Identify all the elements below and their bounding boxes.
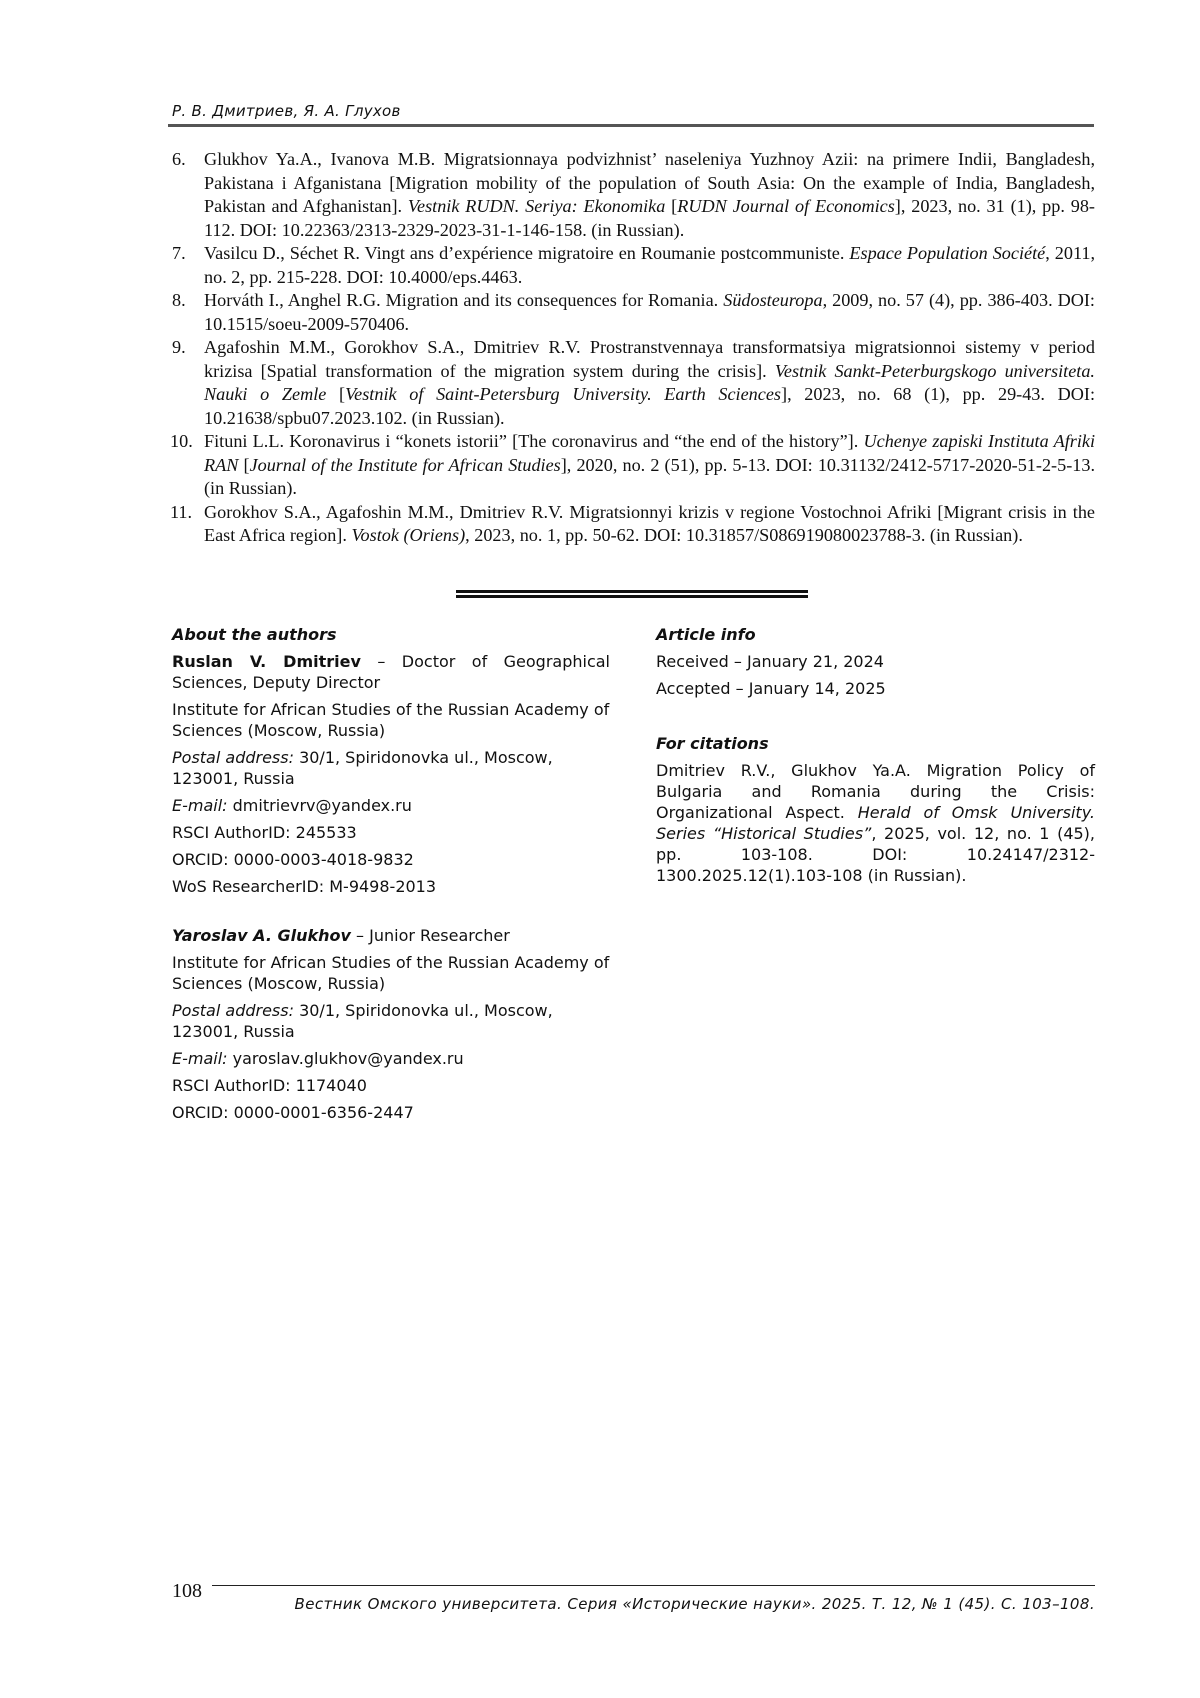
author2-email-label: E-mail: (172, 1049, 228, 1068)
reference-number: 7. (172, 243, 186, 263)
reference-number: 6. (172, 149, 186, 169)
reference-item (172, 336, 1095, 430)
author2-postal-value: 30/1, Spiridonovka ul., Moscow, 123001, Russia (172, 1001, 553, 1041)
author2-heading (172, 925, 610, 946)
author1-email-value: dmitrievrv@yandex.ru (227, 796, 412, 815)
reference-list (172, 148, 1095, 548)
accepted-date: Accepted – January 14, 2025 (656, 679, 886, 698)
author2-postal (172, 1000, 610, 1042)
reference-text: , 2023, no. 1, pp. 50-62. DOI: 10.31857/S086919080023788-3. (in Russian). (465, 525, 1023, 545)
reference-source: Vostok (Oriens) (351, 525, 466, 545)
section-divider (456, 590, 808, 599)
reference-item (172, 242, 1095, 289)
citation-post: , 2025, vol. 12, no. 1 (45), pp. 103-108. DOI: 10.24147/2312-1300.2025.12(1).103-108 (in Russian). (656, 824, 1096, 885)
reference-text: ], 2020, no. 2 (51), pp. 5-13. DOI: 10.31132/2412-5717-2020-51-2-5-13. (in Russian). (204, 454, 1095, 498)
author1-email (172, 795, 610, 816)
reference-item (172, 501, 1095, 548)
article-info (656, 624, 1095, 892)
author1-rsci: RSCI AuthorID: 245533 (172, 823, 357, 842)
page-number: 108 (172, 1580, 202, 1602)
running-head: Р. В. Дмитриев, Я. А. Глухов (172, 102, 401, 120)
citation-text (656, 760, 1095, 886)
author1-heading (172, 651, 610, 693)
author2-email (172, 1048, 610, 1069)
author1-role: – Doctor of Geographical Sciences, Deputy Director (172, 652, 611, 692)
footer-journal-line: Вестник Омского университета. Серия «Исторические науки». 2025. Т. 12, № 1 (45). С. 103–108. (294, 1595, 1095, 1613)
author1-orcid: ORCID: 0000-0003-4018-9832 (172, 850, 414, 869)
about-authors (172, 624, 610, 1129)
reference-source: Uchenye zapiski Instituta Afriki RAN (204, 431, 1095, 475)
about-authors-title: About the authors (172, 625, 337, 644)
author1-email-label: E-mail: (172, 796, 228, 815)
reference-text: ], 2023, no. 31 (1), pp. 98-112. DOI: 10.22363/2313-2329-2023-31-1-146-158. (in Russian). (204, 196, 1095, 240)
reference-text: , 2009, no. 57 (4), pp. 386-403. DOI: 10.1515/soeu-2009-570406. (204, 290, 1095, 334)
reference-text: Vasilcu D., Séchet R. Vingt ans d’expérience migratoire en Roumanie postcommuniste. (204, 243, 850, 263)
reference-text: Agafoshin M.M., Gorokhov S.A., Dmitriev R.V. Prostranstvennaya transformatsiya migratsionnoi sistemy v period krizisa [Spatial transformation of the migration system during the crisis]. (204, 337, 1095, 381)
author2-name: Yaroslav A. Glukhov (172, 926, 351, 945)
reference-item (172, 289, 1095, 336)
author1-postal-label: Postal address: (172, 748, 294, 767)
author1-postal (172, 747, 610, 789)
author2-email-value: yaroslav.glukhov@yandex.ru (227, 1049, 464, 1068)
author1-wos: WoS ResearcherID: M-9498-2013 (172, 877, 437, 896)
reference-source: RUDN Journal of Economics (677, 196, 895, 216)
reference-text: Fituni L.L. Koronavirus i “konets istorii” [The coronavirus and “the end of the history”]. (204, 431, 864, 451)
reference-source: Journal of the Institute for African Studies (249, 454, 561, 475)
citation-journal: Herald of Omsk University. Series “Historical Studies” (656, 803, 1096, 843)
author2-postal-label: Postal address: (172, 1001, 294, 1020)
reference-source: Vestnik RUDN. Seriya: Ekonomika (407, 196, 666, 216)
reference-text: Horváth I., Anghel R.G. Migration and its consequences for Romania. (204, 290, 724, 310)
reference-item (172, 430, 1095, 501)
reference-source: Südosteuropa (723, 290, 823, 310)
reference-text: Gorokhov S.A., Agafoshin M.M., Dmitriev R.V. Migratsionnyi krizis v regione Vostochnoi Afriki [Migrant crisis in the East Africa region]. (204, 501, 1095, 545)
reference-text: Glukhov Ya.A., Ivanova M.B. Migratsionnaya podvizhnist’ naseleniya Yuzhnoy Azii: na primere Indii, Bangladesh, Pakistana i Afganistana [Migration mobility of the population of South Asia: On the example of India, Bangladesh, Pakistan and Afghanistan]. (204, 149, 1095, 216)
citation-pre: Dmitriev R.V., Glukhov Ya.A. Migration Policy of Bulgaria and Romania during the Crisis: Organizational Aspect. (656, 761, 1095, 822)
reference-source: Espace Population Société (849, 243, 1046, 263)
reference-text: , 2011, no. 2, pp. 215-228. DOI: 10.4000/eps.4463. (204, 243, 1095, 287)
author1-postal-value: 30/1, Spiridonovka ul., Moscow, 123001, Russia (172, 748, 553, 788)
reference-text: ], 2023, no. 68 (1), pp. 29-43. DOI: 10.21638/spbu07.2023.102. (in Russian). (204, 384, 1095, 428)
reference-source: Vestnik of Saint-Petersburg University. Earth Sciences (345, 384, 782, 404)
reference-text: [ (665, 196, 678, 216)
author2-role: – Junior Researcher (350, 926, 510, 945)
reference-number: 9. (172, 337, 186, 357)
reference-item (172, 148, 1095, 242)
header-rule (168, 124, 1094, 127)
reference-text: [ (238, 454, 250, 475)
footer-rule (212, 1585, 1095, 1586)
reference-text: [ (326, 384, 346, 404)
article-info-title: Article info (656, 625, 756, 644)
received-date: Received – January 21, 2024 (656, 652, 884, 671)
reference-number: 8. (172, 290, 186, 310)
author1-name: Ruslan V. Dmitriev (172, 652, 361, 671)
author1-institute: Institute for African Studies of the Russian Academy of Sciences (Moscow, Russia) (172, 700, 610, 740)
citations-title: For citations (656, 734, 769, 753)
author2-rsci: RSCI AuthorID: 1174040 (172, 1076, 367, 1095)
author2-orcid: ORCID: 0000-0001-6356-2447 (172, 1103, 414, 1122)
author2-institute: Institute for African Studies of the Russian Academy of Sciences (Moscow, Russia) (172, 953, 610, 993)
reference-number: 10. (170, 431, 193, 451)
reference-number: 11. (170, 501, 193, 522)
reference-source: Vestnik Sankt-Peterburgskogo universiteta. Nauki o Zemle (204, 360, 1095, 404)
